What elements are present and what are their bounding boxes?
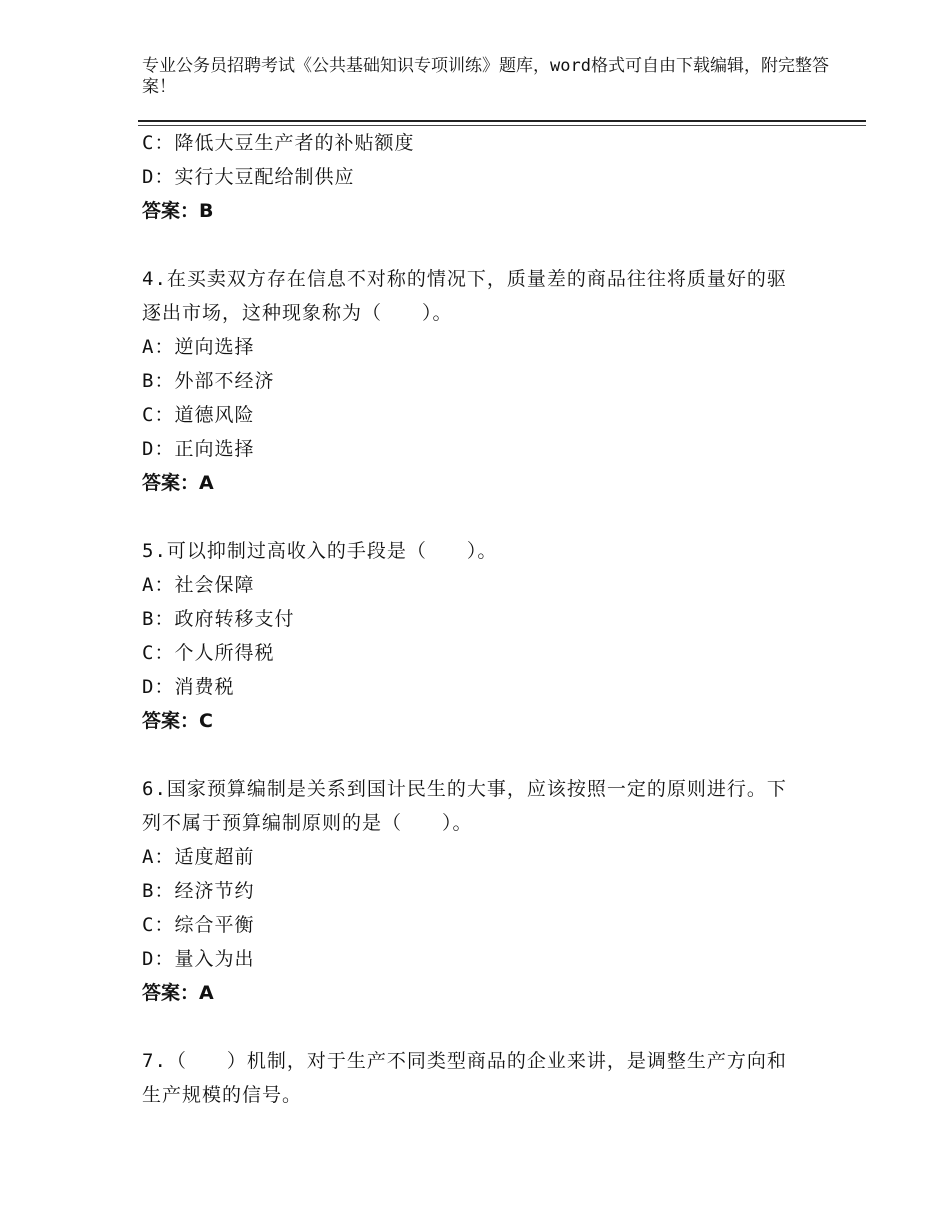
question-3-tail <box>142 126 802 228</box>
answer-label: 答案：C <box>142 710 213 732</box>
option-d: D：量入为出 <box>142 948 255 970</box>
header-rule-thick <box>138 120 866 122</box>
option-b: B：政府转移支付 <box>142 608 295 630</box>
question-4 <box>142 262 802 500</box>
option-b: B：经济节约 <box>142 880 255 902</box>
question-6 <box>142 772 802 1010</box>
question-5 <box>142 534 802 738</box>
document-header <box>142 56 832 98</box>
document-body <box>142 126 802 1112</box>
question-stem: 4.在买卖双方存在信息不对称的情况下，质量差的商品往往将质量好的驱逐出市场，这种现象称为（ ）。 <box>142 268 787 324</box>
option-c: C：降低大豆生产者的补贴额度 <box>142 132 415 154</box>
question-stem: 6.国家预算编制是关系到国计民生的大事，应该按照一定的原则进行。下列不属于预算编制原则的是（ ）。 <box>142 778 787 834</box>
question-stem: 5.可以抑制过高收入的手段是（ ）。 <box>142 540 498 562</box>
option-d: D：实行大豆配给制供应 <box>142 166 355 188</box>
option-c: C：综合平衡 <box>142 914 255 936</box>
option-d: D：消费税 <box>142 676 235 698</box>
answer-label: 答案：A <box>142 472 214 494</box>
answer-label: 答案：B <box>142 200 214 222</box>
option-b: B：外部不经济 <box>142 370 275 392</box>
option-c: C：道德风险 <box>142 404 255 426</box>
option-d: D：正向选择 <box>142 438 255 460</box>
option-a: A：社会保障 <box>142 574 255 596</box>
option-a: A：适度超前 <box>142 846 255 868</box>
answer-label: 答案：A <box>142 982 214 1004</box>
option-a: A：逆向选择 <box>142 336 255 358</box>
question-stem: 7.（ ）机制，对于生产不同类型商品的企业来讲，是调整生产方向和生产规模的信号。 <box>142 1050 787 1106</box>
option-c: C：个人所得税 <box>142 642 275 664</box>
header-text: 专业公务员招聘考试《公共基础知识专项训练》题库，word格式可自由下载编辑，附完整答案！ <box>142 56 829 97</box>
question-7 <box>142 1044 802 1112</box>
